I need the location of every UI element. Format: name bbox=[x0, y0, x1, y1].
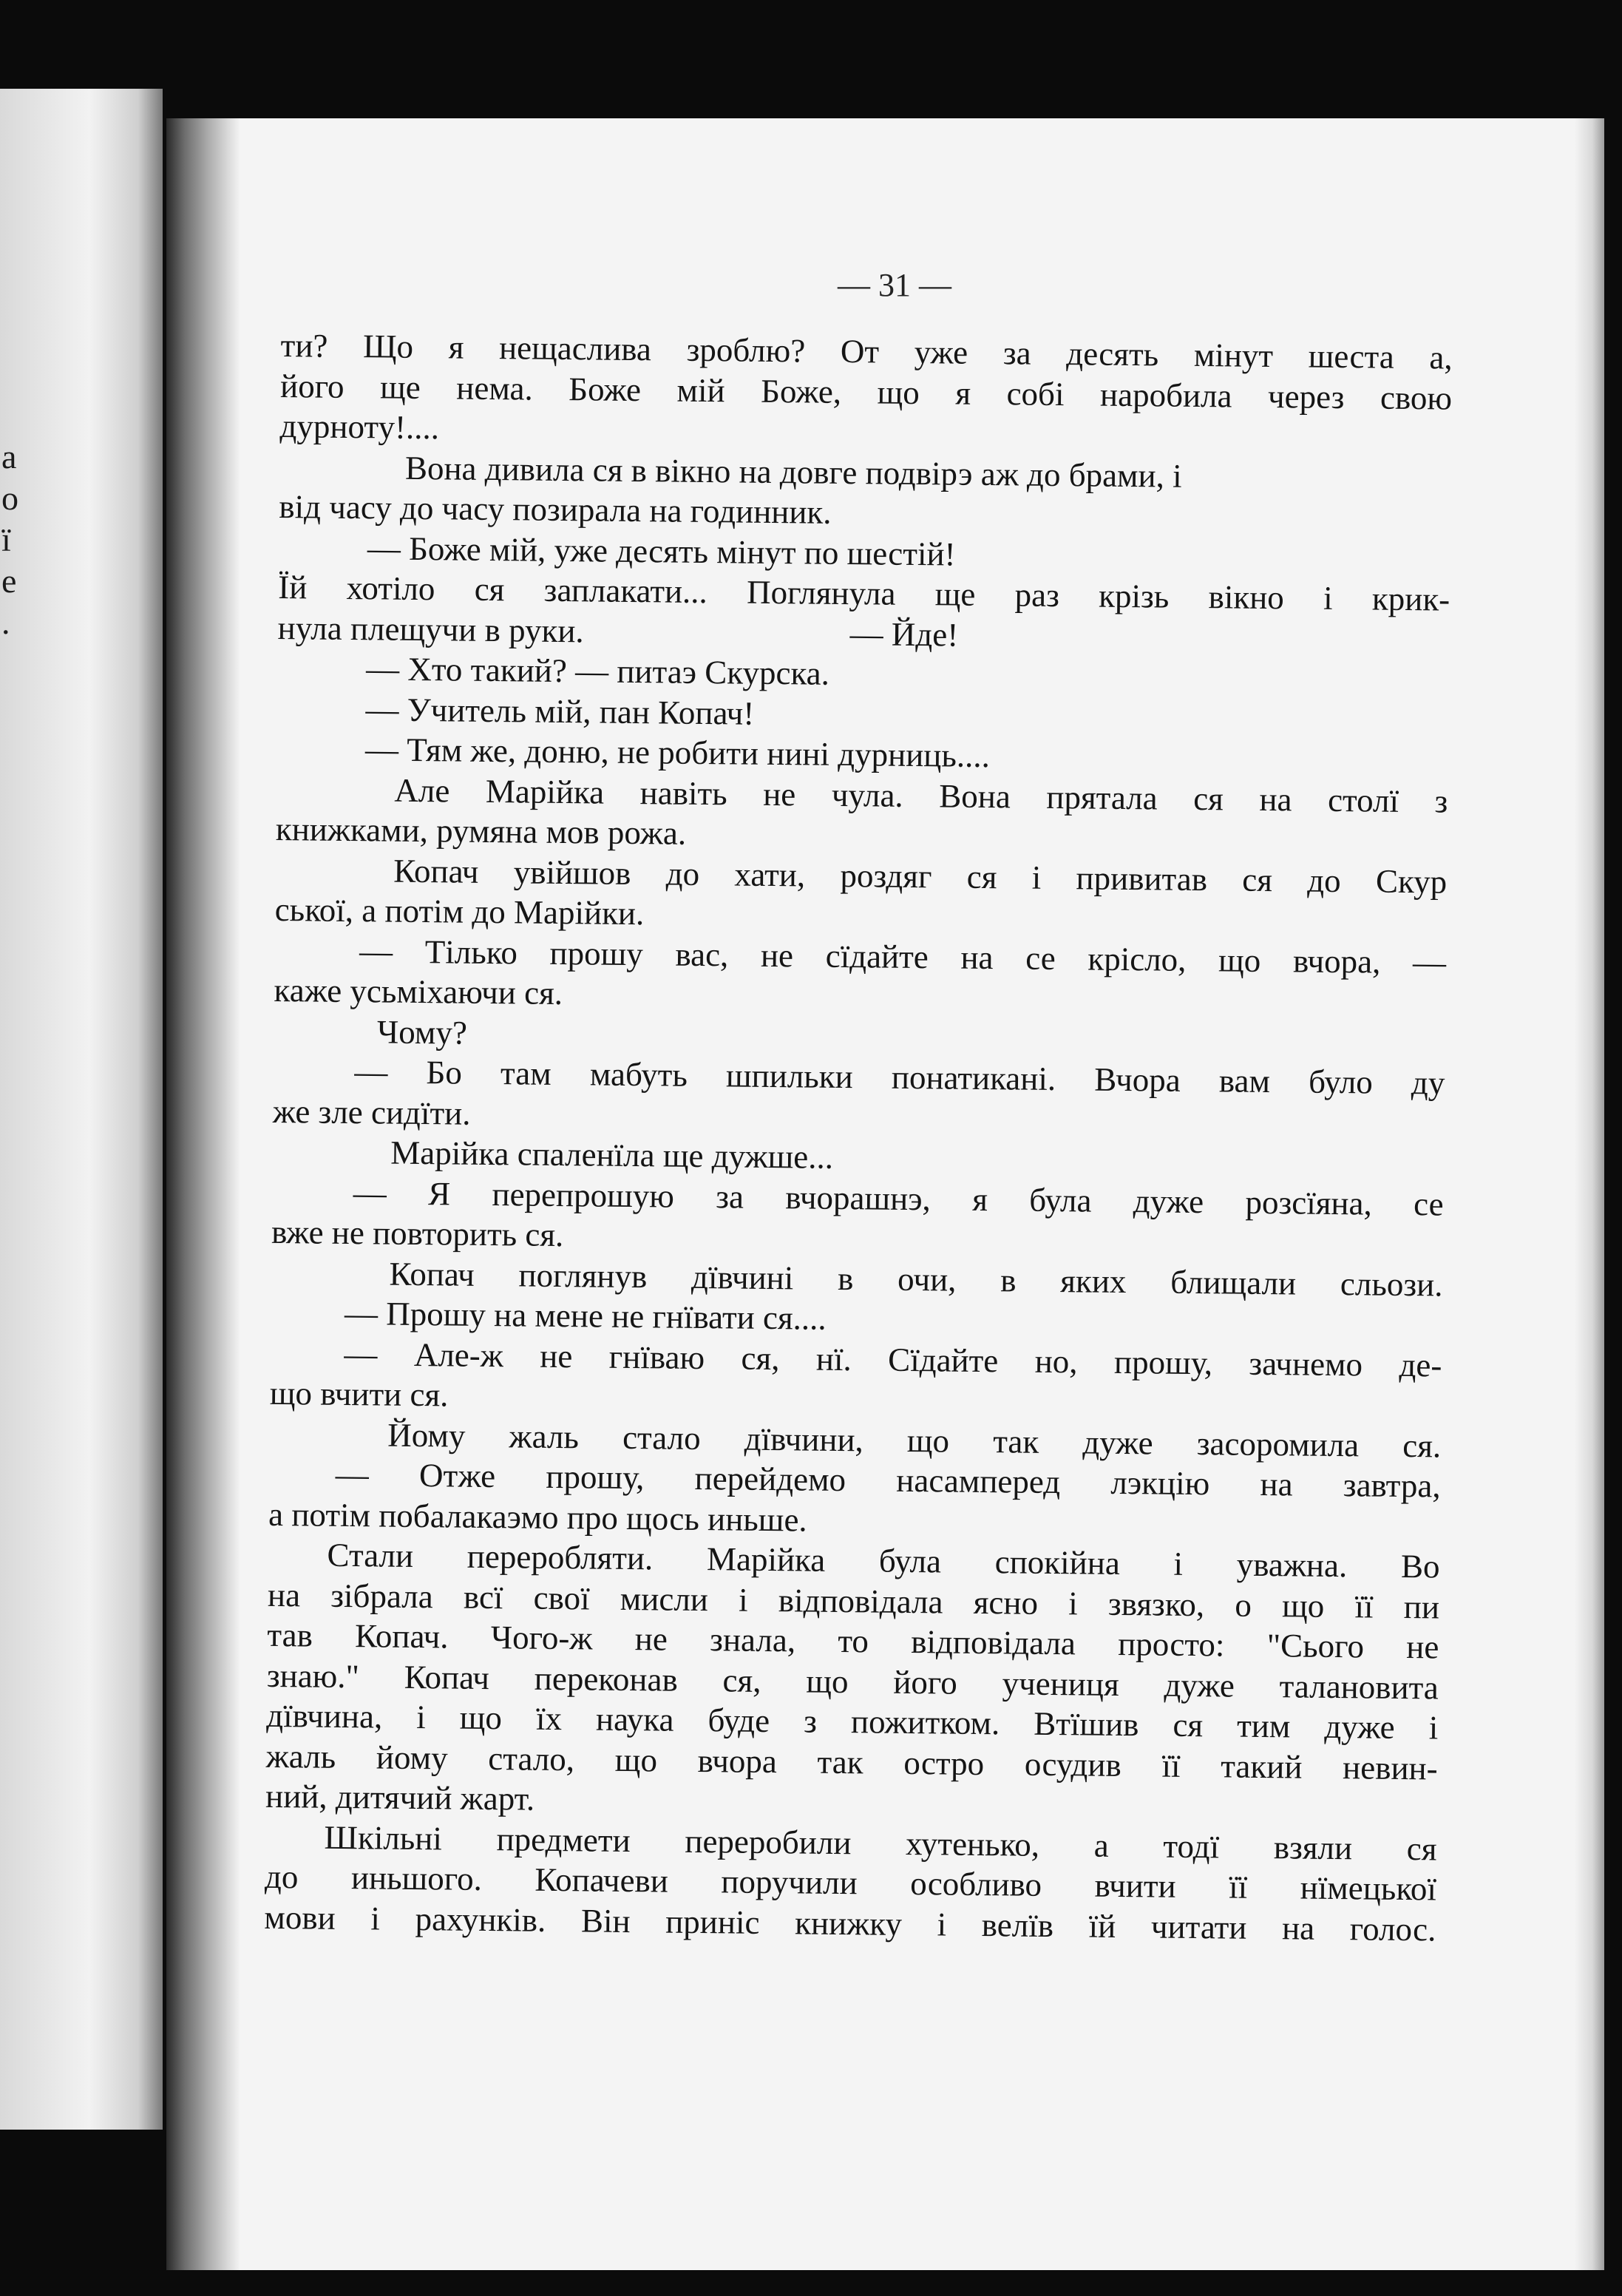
text-line: на зібрала всї свої мисли і відповідала ясно і звязко, о що її пи bbox=[267, 1576, 1440, 1626]
page-gutter-shadow bbox=[166, 118, 240, 2270]
text-line: Вона дивила ся в вікно на довге подвірэ аж до брами, і bbox=[404, 449, 1182, 495]
text-line: Копач поглянув дївчині в очи, в яких блищали сльози. bbox=[389, 1255, 1443, 1304]
page-edge-shadow bbox=[1575, 118, 1604, 2270]
text-line: — Учитель мій, пан Копач! bbox=[365, 690, 755, 732]
page-number: — 31 — bbox=[838, 267, 951, 303]
text-line: знаю." Копач переконав ся, що його учениця дуже талановита bbox=[266, 1656, 1439, 1706]
text-line: книжками, румяна мов рожа. bbox=[275, 810, 687, 852]
text-line: — Але-ж не гнїваю ся, нї. Сїдайте но, прошу, зачнемо де- bbox=[344, 1335, 1442, 1384]
text-line: мови і рахунків. Він приніс книжку і велїв їй читати на голос. bbox=[264, 1898, 1436, 1948]
text-fragment: нула плещучи в руки. bbox=[277, 609, 584, 649]
text-line: дурноту!.... bbox=[279, 407, 440, 447]
text-line: — Отже прошу, перейдемо насамперед лэкцію на завтра, bbox=[335, 1455, 1441, 1505]
text-line: Стали переробляти. Марійка була спокійна і уважна. Во bbox=[327, 1536, 1440, 1585]
left-fragment-line: ї bbox=[1, 521, 11, 558]
page-body-text bbox=[264, 325, 1453, 1949]
text-line: — Я перепрошую за вчорашнэ, я була дуже розсїяна, се bbox=[353, 1174, 1444, 1223]
left-fragment-line: е bbox=[1, 562, 17, 600]
text-fragment: — Йде! bbox=[849, 614, 959, 654]
text-line: до иньшого. Копачеви поручили особливо вчити її нїмецької bbox=[264, 1858, 1437, 1908]
left-fragment-line: о bbox=[1, 479, 18, 517]
text-line: Копач увійшов до хати, роздяг ся і привитав ся до Скур bbox=[393, 852, 1448, 901]
text-line: — Прошу на мене не гнївати ся.... bbox=[344, 1294, 827, 1337]
text-line: а потім побалакаэмо про щось иньше. bbox=[268, 1495, 807, 1539]
text-line: — Бо там мабуть шпильки понатикані. Вчора вам було ду bbox=[354, 1053, 1445, 1102]
text-line: — Тям же, доню, не робити нині дурниць.... bbox=[364, 731, 991, 775]
text-line: дївчина, і що їх наука буде з пожитком. Втїшив ся тим дуже і bbox=[266, 1696, 1439, 1747]
text-line: — Боже мій, уже десять мінут по шестій! bbox=[367, 529, 956, 573]
text-line: же зле сидїти. bbox=[272, 1092, 471, 1132]
left-page bbox=[0, 89, 163, 2130]
text-line: Але Марійка навіть не чула. Вона прятала ся на столї з bbox=[394, 771, 1448, 820]
text-line: Шкільні предмети переробили хутенько, а тодї взяли ся bbox=[324, 1818, 1437, 1867]
text-line: його ще нема. Боже мій Боже, що я собі наробила через свою bbox=[279, 367, 1453, 417]
text-line: ської, а потім до Марійки. bbox=[274, 890, 645, 932]
text-line: жаль йому стало, що вчора так остро осудив її такий невин- bbox=[265, 1737, 1438, 1787]
text-line: вже не повторить ся. bbox=[271, 1213, 564, 1254]
text-line: — Тілько прошу вас, не сїдайте на се крісло, що вчора, — bbox=[359, 932, 1447, 981]
left-fragment-line: . bbox=[1, 603, 10, 641]
text-line: Марійка спаленїла ще дужше... bbox=[390, 1134, 834, 1176]
text-line: що вчити ся. bbox=[269, 1374, 449, 1414]
text-line: Їй хотіло ся заплакати... Поглянула ще раз крізь вікно і крик- bbox=[278, 568, 1450, 618]
text-line: від часу до часу позирала на годинник. bbox=[279, 487, 832, 531]
text-line: каже усьміхаючи ся. bbox=[274, 971, 563, 1012]
text-line: тав Копач. Чого-ж не знала, то відповідала просто: "Сього не bbox=[267, 1616, 1439, 1666]
text-line: — Хто такий? — питаэ Скурска. bbox=[365, 650, 830, 692]
text-line: ти? Що я нещаслива зроблю? От уже за десять мінут шеста а, bbox=[280, 326, 1453, 376]
text-line: ний, дитячий жарт. bbox=[265, 1777, 535, 1818]
text-line: Чому? bbox=[376, 1012, 468, 1052]
left-page-text-fragment bbox=[1, 436, 18, 643]
left-fragment-line: а bbox=[1, 438, 17, 475]
text-line: Йому жаль стало дївчини, що так дуже засоромила ся. bbox=[387, 1416, 1442, 1465]
